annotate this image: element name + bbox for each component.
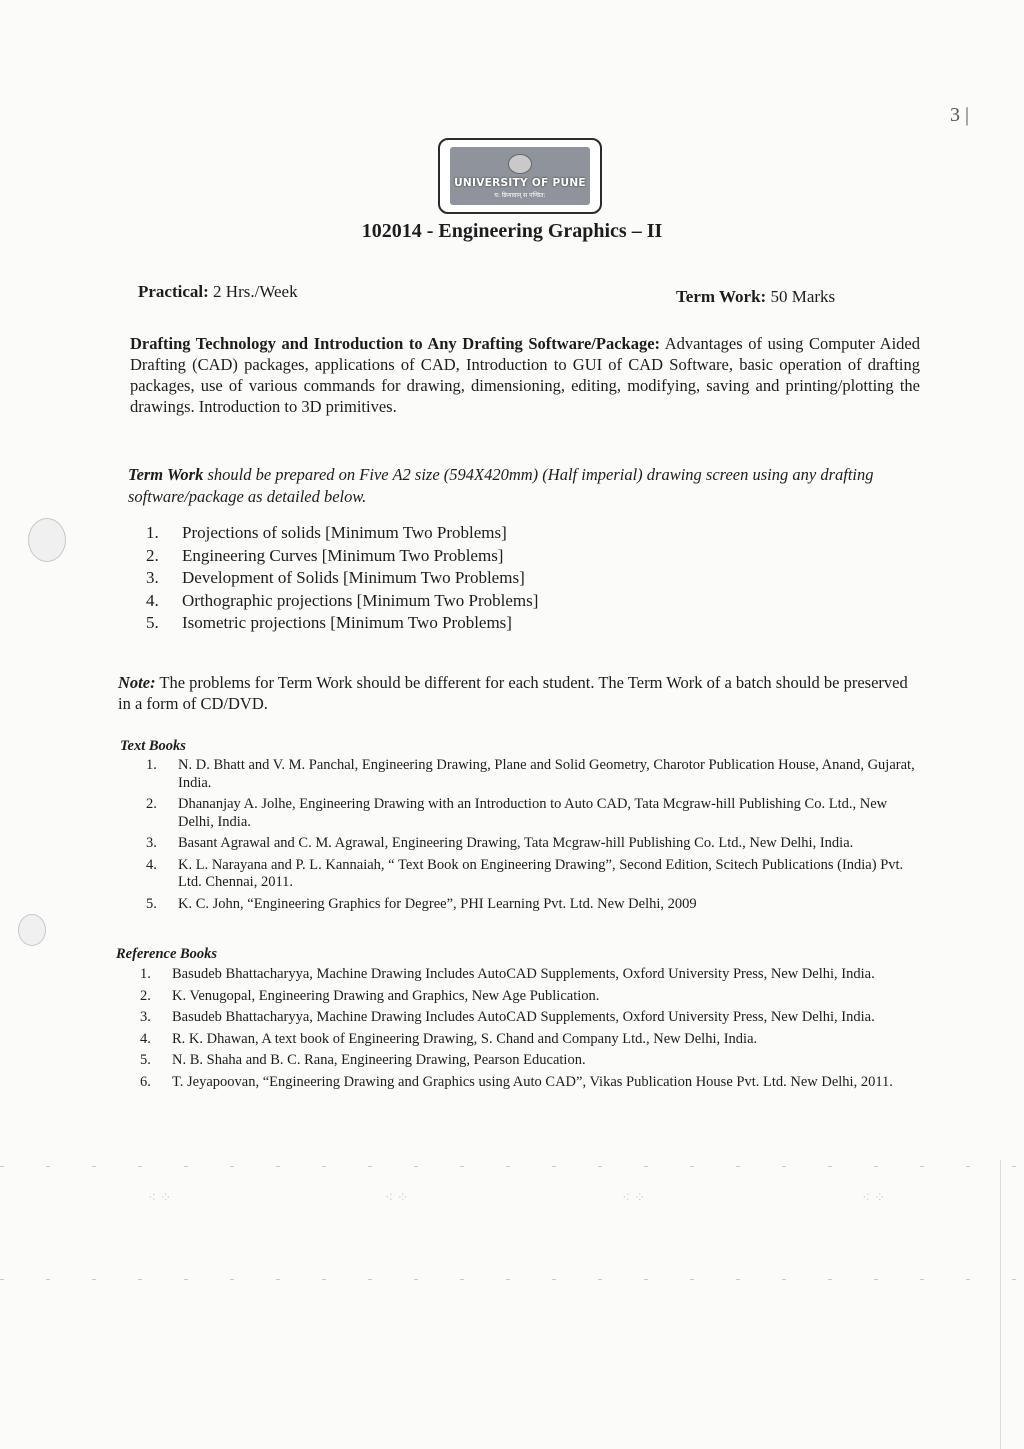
list-item bbox=[140, 1074, 910, 1092]
text-books-heading: Text Books bbox=[120, 738, 186, 754]
term-work-label: Term Work bbox=[128, 465, 204, 484]
item-number: 4. bbox=[146, 590, 159, 610]
list-item bbox=[146, 612, 538, 635]
list-item bbox=[140, 1031, 910, 1049]
logo-plate bbox=[450, 147, 590, 205]
list-item bbox=[146, 522, 538, 545]
page-number: 3 | bbox=[950, 104, 970, 126]
item-text: K. L. Narayana and P. L. Kannaiah, “ Text Book on Engineering Drawing”, Second Edition, Scitech Publications (India) Pvt. Ltd. Chennai, 2011. bbox=[178, 856, 904, 890]
emblem-icon bbox=[508, 154, 532, 174]
item-number: 3. bbox=[140, 1009, 151, 1025]
university-logo bbox=[438, 138, 602, 214]
text-books-list bbox=[146, 757, 916, 917]
item-text: N. B. Shaha and B. C. Rana, Engineering Drawing, Pearson Education. bbox=[172, 1052, 586, 1068]
item-number: 6. bbox=[140, 1073, 151, 1090]
item-text: K. Venugopal, Engineering Drawing and Graphics, New Age Publication. bbox=[172, 987, 600, 1004]
practical-value: 2 Hrs./Week bbox=[213, 282, 298, 301]
term-work-paragraph bbox=[128, 464, 918, 508]
item-number: 1. bbox=[146, 523, 159, 542]
edge-line bbox=[1000, 1160, 1001, 1449]
item-number: 2. bbox=[146, 796, 157, 812]
list-item bbox=[146, 567, 538, 590]
item-number: 4. bbox=[140, 1030, 151, 1047]
item-number: 5. bbox=[146, 895, 157, 912]
list-item bbox=[146, 590, 538, 613]
item-text: K. C. John, “Engineering Graphics for Degree”, PHI Learning Pvt. Ltd. New Delhi, 2009 bbox=[178, 895, 697, 912]
note-paragraph bbox=[118, 672, 918, 714]
item-text: T. Jeyapoovan, “Engineering Drawing and Graphics using Auto CAD”, Vikas Publication House Pvt. Ltd. New Delhi, 2011. bbox=[172, 1073, 893, 1090]
list-item bbox=[140, 988, 910, 1006]
item-number: 4. bbox=[146, 856, 157, 873]
item-text: Basudeb Bhattacharyya, Machine Drawing Includes AutoCAD Supplements, Oxford University Press, New Delhi, India. bbox=[172, 966, 875, 982]
term-work-marks bbox=[676, 287, 835, 307]
logo-motto: य: क्रियावान् स पण्डित: bbox=[494, 191, 546, 199]
scan-smudge: ⁖ ⁘ bbox=[622, 1191, 646, 1206]
list-item bbox=[146, 757, 916, 792]
intro-paragraph bbox=[130, 333, 920, 417]
termwork-value: 50 Marks bbox=[770, 287, 836, 306]
intro-heading: Drafting Technology and Introduction to Any Drafting Software/Package: bbox=[130, 334, 661, 353]
item-text: Basant Agrawal and C. M. Agrawal, Engineering Drawing, Tata Mcgraw-hill Publishing Co. Ltd., New Delhi, India. bbox=[178, 835, 854, 851]
item-number: 3. bbox=[146, 835, 157, 851]
item-text: R. K. Dhawan, A text book of Engineering Drawing, S. Chand and Company Ltd., New Delhi, India. bbox=[172, 1030, 758, 1047]
fold-line bbox=[0, 1166, 1024, 1167]
list-item bbox=[140, 1052, 910, 1070]
item-number: 2. bbox=[146, 545, 159, 565]
note-text: The problems for Term Work should be different for each student. The Term Work of a batch should be preserved in a form of CD/DVD. bbox=[118, 673, 908, 713]
list-item bbox=[146, 835, 916, 853]
list-item bbox=[140, 966, 910, 984]
item-number: 1. bbox=[146, 757, 157, 773]
list-item bbox=[146, 857, 916, 892]
practical-hours bbox=[138, 282, 298, 302]
list-item bbox=[140, 1009, 910, 1027]
term-work-text: should be prepared on Five A2 size (594X420mm) (Half imperial) drawing screen using any drafting software/package as detailed below. bbox=[128, 465, 874, 506]
item-number: 1. bbox=[140, 966, 151, 982]
list-item bbox=[146, 796, 916, 831]
item-text: Projections of solids [Minimum Two Problems] bbox=[182, 523, 507, 542]
item-text: Isometric projections [Minimum Two Problems] bbox=[182, 613, 512, 632]
item-text: Development of Solids [Minimum Two Problems] bbox=[182, 568, 525, 587]
logo-text: UNIVERSITY OF PUNE bbox=[454, 176, 586, 189]
fold-line bbox=[0, 1279, 1024, 1280]
note-label: Note: bbox=[118, 673, 156, 692]
scan-smudge: ⁖ ⁘ bbox=[148, 1191, 172, 1206]
list-item bbox=[146, 896, 916, 914]
punch-hole bbox=[28, 518, 66, 562]
reference-books-heading: Reference Books bbox=[116, 946, 218, 962]
list-item bbox=[146, 545, 538, 568]
item-text: Basudeb Bhattacharyya, Machine Drawing Includes AutoCAD Supplements, Oxford University Press, New Delhi, India. bbox=[172, 1009, 875, 1025]
item-number: 3. bbox=[146, 568, 159, 587]
item-text: Dhananjay A. Jolhe, Engineering Drawing with an Introduction to Auto CAD, Tata Mcgraw-hill Publishing Co. Ltd., New Delhi, India. bbox=[178, 796, 888, 830]
scan-smudge: ⁖ ⁘ bbox=[862, 1191, 886, 1206]
intro-body: Advantages of using Computer Aided Drafting (CAD) packages, applications of CAD, Introduction to GUI of CAD Software, basic operation of drafting packages, use of various commands for drawing, dimensioning, editing, modifying, saving and printing/plotting the drawings. Introduction to 3D primitives. bbox=[130, 334, 920, 416]
termwork-label: Term Work: bbox=[676, 287, 767, 306]
item-text: Engineering Curves [Minimum Two Problems] bbox=[182, 545, 504, 565]
course-title: 102014 - Engineering Graphics – II bbox=[361, 220, 663, 242]
reference-books-list bbox=[140, 966, 910, 1095]
scan-smudge: ⁖ ⁘ bbox=[385, 1191, 409, 1206]
problem-list bbox=[146, 522, 538, 635]
item-text: N. D. Bhatt and V. M. Panchal, Engineering Drawing, Plane and Solid Geometry, Charotor Publication House, Anand, Gujarat, India. bbox=[178, 757, 915, 791]
practical-label: Practical: bbox=[138, 282, 209, 301]
item-number: 5. bbox=[140, 1052, 151, 1068]
punch-hole bbox=[18, 914, 46, 946]
item-number: 5. bbox=[146, 613, 159, 632]
item-number: 2. bbox=[140, 987, 151, 1004]
item-text: Orthographic projections [Minimum Two Problems] bbox=[182, 590, 539, 610]
